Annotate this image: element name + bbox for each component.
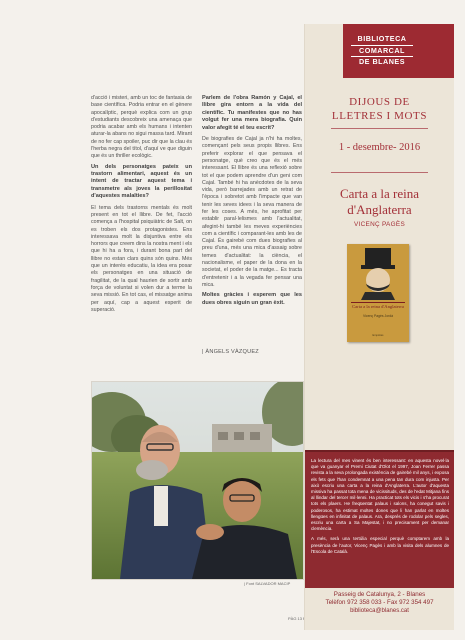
divider <box>331 128 428 129</box>
book-cover-author: Vicenç Pagès Jordà <box>362 314 394 318</box>
email-link[interactable]: biblioteca@blanes.cat <box>350 608 409 614</box>
synopsis-text <box>311 458 449 559</box>
event-title-line: LLETRES I MOTS <box>331 110 428 122</box>
synopsis-paragraph: La lectura del mes vinent és ben interessant: en aquesta novel·la que va guanyar el Premi Ciutat d'Olot el 1997, Joan Ferrer passa revista a la seva prolongada existència de gairebé mil anys, i exposa els fets que l'han condemnat a una pena tan dura com injusta. Per això escriu una carta a la reina d'Anglaterra. L'autor d'aquesta missiva ha passat tota mena de vicissituds, des de l'edat Mitjana fins al llindar del tercer mil·lenni. Ha practicat tots els vicis i s'ha procurat tots els plaers. He freqüentat palaus i salons, ha conegut savis i poderosos, ha estimat moltes dones que li han parlat en moltes llengües en infinitat de palaus. Ara, després de rodolar pels segles, escriu una carta a Sa Majestat, i no precisament per demanar clemència. <box>311 458 449 532</box>
library-name-line: BIBLIOTECA <box>357 34 407 43</box>
divider <box>331 172 428 173</box>
library-name-line: DE BLANES <box>358 57 406 67</box>
interview-question: Parlem de l'obra Ramón y Cajal, el llibre gira entorn a la vida del científic. Tu manifestes que no has volgut fer una mera biografia. Quin valor afegit té el teu escrit? <box>202 95 302 131</box>
book-cover-art <box>347 244 409 342</box>
book-title <box>305 186 454 218</box>
paragraph: El tema dels trastorns mentals és molt present en tot el llibre. De fet, l'acció comença a l'hospital psiquiàtric de Salt, on es troben els dos protagonistes. Ens interessava molt la disjuntiva entre els horrors que creem dins la nostra ment i els que hi ha a fora, i durant bona part del llibre no estan clars quins són quins. Més que un interès educatiu, la idea era posar els personatges en una situació de fragilitat, de la qual haurien de sortir amb força de voluntat si volen dur a terme la seva missió. En tot cas, el missatge anima per aquí, cap a aquest esperit de superació. <box>91 204 192 313</box>
interview-question: Un dels personatges pateix un trastorn alimentari, aquest és un intent de tractar aquest tema i transmetre als joves la perillositat d'aquestes malalties? <box>91 163 192 200</box>
book-title-line: d'Anglaterra <box>347 202 412 217</box>
event-title <box>305 95 454 123</box>
library-sidebar <box>304 24 454 630</box>
address: Passeig de Catalunya, 2 - Blanes <box>333 591 426 598</box>
library-name <box>347 35 417 67</box>
synopsis-paragraph: A més, serà una tertúlia especial perquè comptarem amb la presència de l'autor, Vicenç Pagès i amb la visita dels alumnes de l'Escola de Català. <box>311 536 449 554</box>
paragraph: De biografies de Cajal ja n'hi ha moltes, començant pels seus propis llibres. Ens preferir explorar el que pensava el personatge, què creo que és el més interessant. El llibre és una reflexió sobre tot el que podem aprendre d'un geni com Cajal. També hi ha anècdotes de la seva vida, però barrejades amb un retrat de l'època i sobretot amb l'impacte que van tenir les seves idees i la seva manera de fer les coses. A més, he aprofitat per establir paral·lelismes amb l'actualitat, afegint-hi també les meves experiències com a científic i comparant-les amb les de Cajal. És gairebé com dues biografies al preu d'una, més una mica d'assaig sobre temes d'actualitat: la ciència, el nacionalisme, el paper de la dona en la societat, el poder de la matge... Es tracta d'entretenir i a la vegada fer pensar una mica. <box>202 136 302 288</box>
photo-credit: | Font SALVADOR MACIP <box>244 581 291 586</box>
article-column-2 <box>202 95 302 310</box>
closing-remark: Moltes gràcies i esperem que les dues obres siguin un gran èxit. <box>202 292 302 306</box>
event-title-line: DIJOUS DE <box>349 96 410 108</box>
book-author: VICENÇ PAGÈS <box>353 221 406 228</box>
article-column-1 <box>91 95 192 317</box>
phone: Telèfon 972 358 033 - Fax 972 354 497 <box>325 599 434 606</box>
book-cover-publisher: Empúries <box>372 334 384 337</box>
photo-illustration <box>92 382 303 579</box>
book-title-line: Carta a la reina <box>339 186 420 201</box>
authors-photo <box>91 381 304 580</box>
book-synopsis <box>305 450 454 588</box>
article-author: | ÀNGELS VÀZQUEZ <box>202 349 259 355</box>
library-name-line: COMARCAL <box>359 45 405 55</box>
paragraph: d'acció i misteri, amb un toc de fantasia de base científica. Podria entrar en el gènere apocalíptic, perquè explica com un grup d'estudiants descobreix una amenaça que podria acabar amb els humans i intenten aturar-la abans no sigui massa tard. Mirant de no fer cap spoiler, puc dir que la clau és l'herba negra del títol, d'aquí ve que diguin que és un thriller ecològic. <box>91 95 192 160</box>
library-contact <box>305 591 454 615</box>
book-cover-title: Carta a la reina d'Anglaterra <box>352 304 404 309</box>
book-cover <box>347 244 409 342</box>
page-number: PÀG 13 <box>288 616 303 621</box>
event-date: 1 - desembre- 2016 <box>338 142 421 153</box>
